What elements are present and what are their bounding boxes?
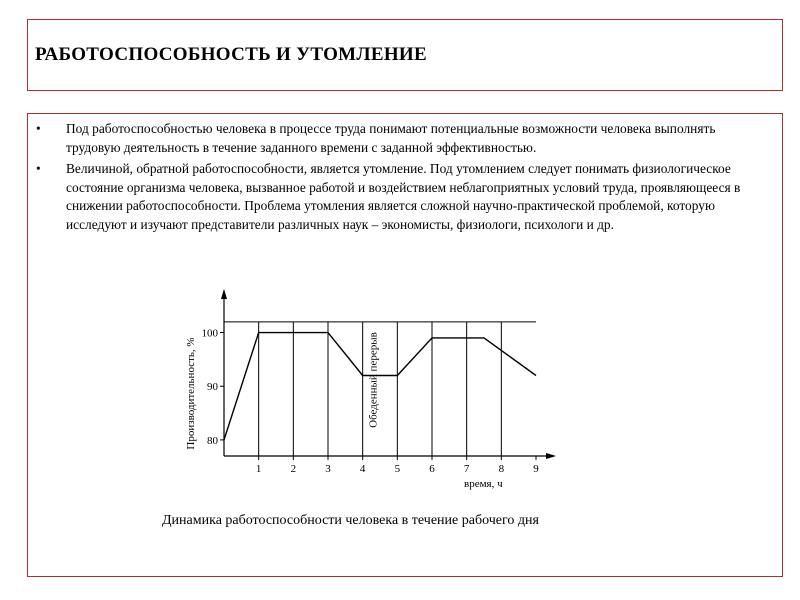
y-axis-label: Производительность, % [185, 337, 197, 450]
slide-title: РАБОТОСПОСОБНОСТЬ И УТОМЛЕНИЕ [35, 44, 427, 65]
performance-line [224, 333, 536, 440]
title-frame [27, 19, 783, 91]
x-axis-label: время, ч [464, 478, 503, 490]
x-tick-label: 6 [429, 463, 435, 475]
x-tick-label: 3 [325, 463, 331, 475]
x-tick-label: 1 [255, 463, 262, 475]
bullet-marker: • [36, 121, 41, 136]
x-tick-label: 2 [290, 463, 297, 475]
bullet-list [36, 120, 756, 237]
chart-caption: Динамика работоспособности человека в течение рабочего дня [162, 513, 539, 528]
x-tick-label: 4 [359, 463, 366, 475]
x-tick-label: 5 [394, 463, 401, 475]
y-tick-label: 90 [207, 381, 218, 394]
performance-chart [168, 289, 568, 504]
y-axis-arrow [221, 289, 227, 299]
x-tick-label: 8 [498, 463, 505, 475]
x-tick-label: 9 [533, 463, 539, 475]
bullet-text: Величиной, обратной работоспособности, является утомление. Под утомлением следует понимать физиологическое состояние организма человека, вызванное работой и воздействием неблагоприятных условий труда, проявляющееся в снижении работоспособности. Проблема утомления является сложной научно-практической проблемой, которую исследуют и изучают представители различных наук – экономисты, физиологи, психологи и др. [66, 161, 741, 232]
x-tick-label: 7 [463, 463, 470, 475]
content-frame [27, 113, 783, 577]
y-tick-label: 80 [207, 434, 218, 447]
bullet-text: Под работоспособностью человека в процессе труда понимают потенциальные возможности человека выполнять трудовую деятельность в течение заданного времени с заданной эффективностью. [66, 121, 716, 155]
bullet-item-fatigue [36, 160, 756, 234]
y-tick-label: 100 [201, 327, 218, 340]
bullet-item-definition [36, 120, 756, 157]
bullet-marker: • [36, 161, 41, 176]
lunch-break-label: Обеденный перерыв [367, 332, 380, 428]
x-axis-arrow [546, 453, 556, 459]
